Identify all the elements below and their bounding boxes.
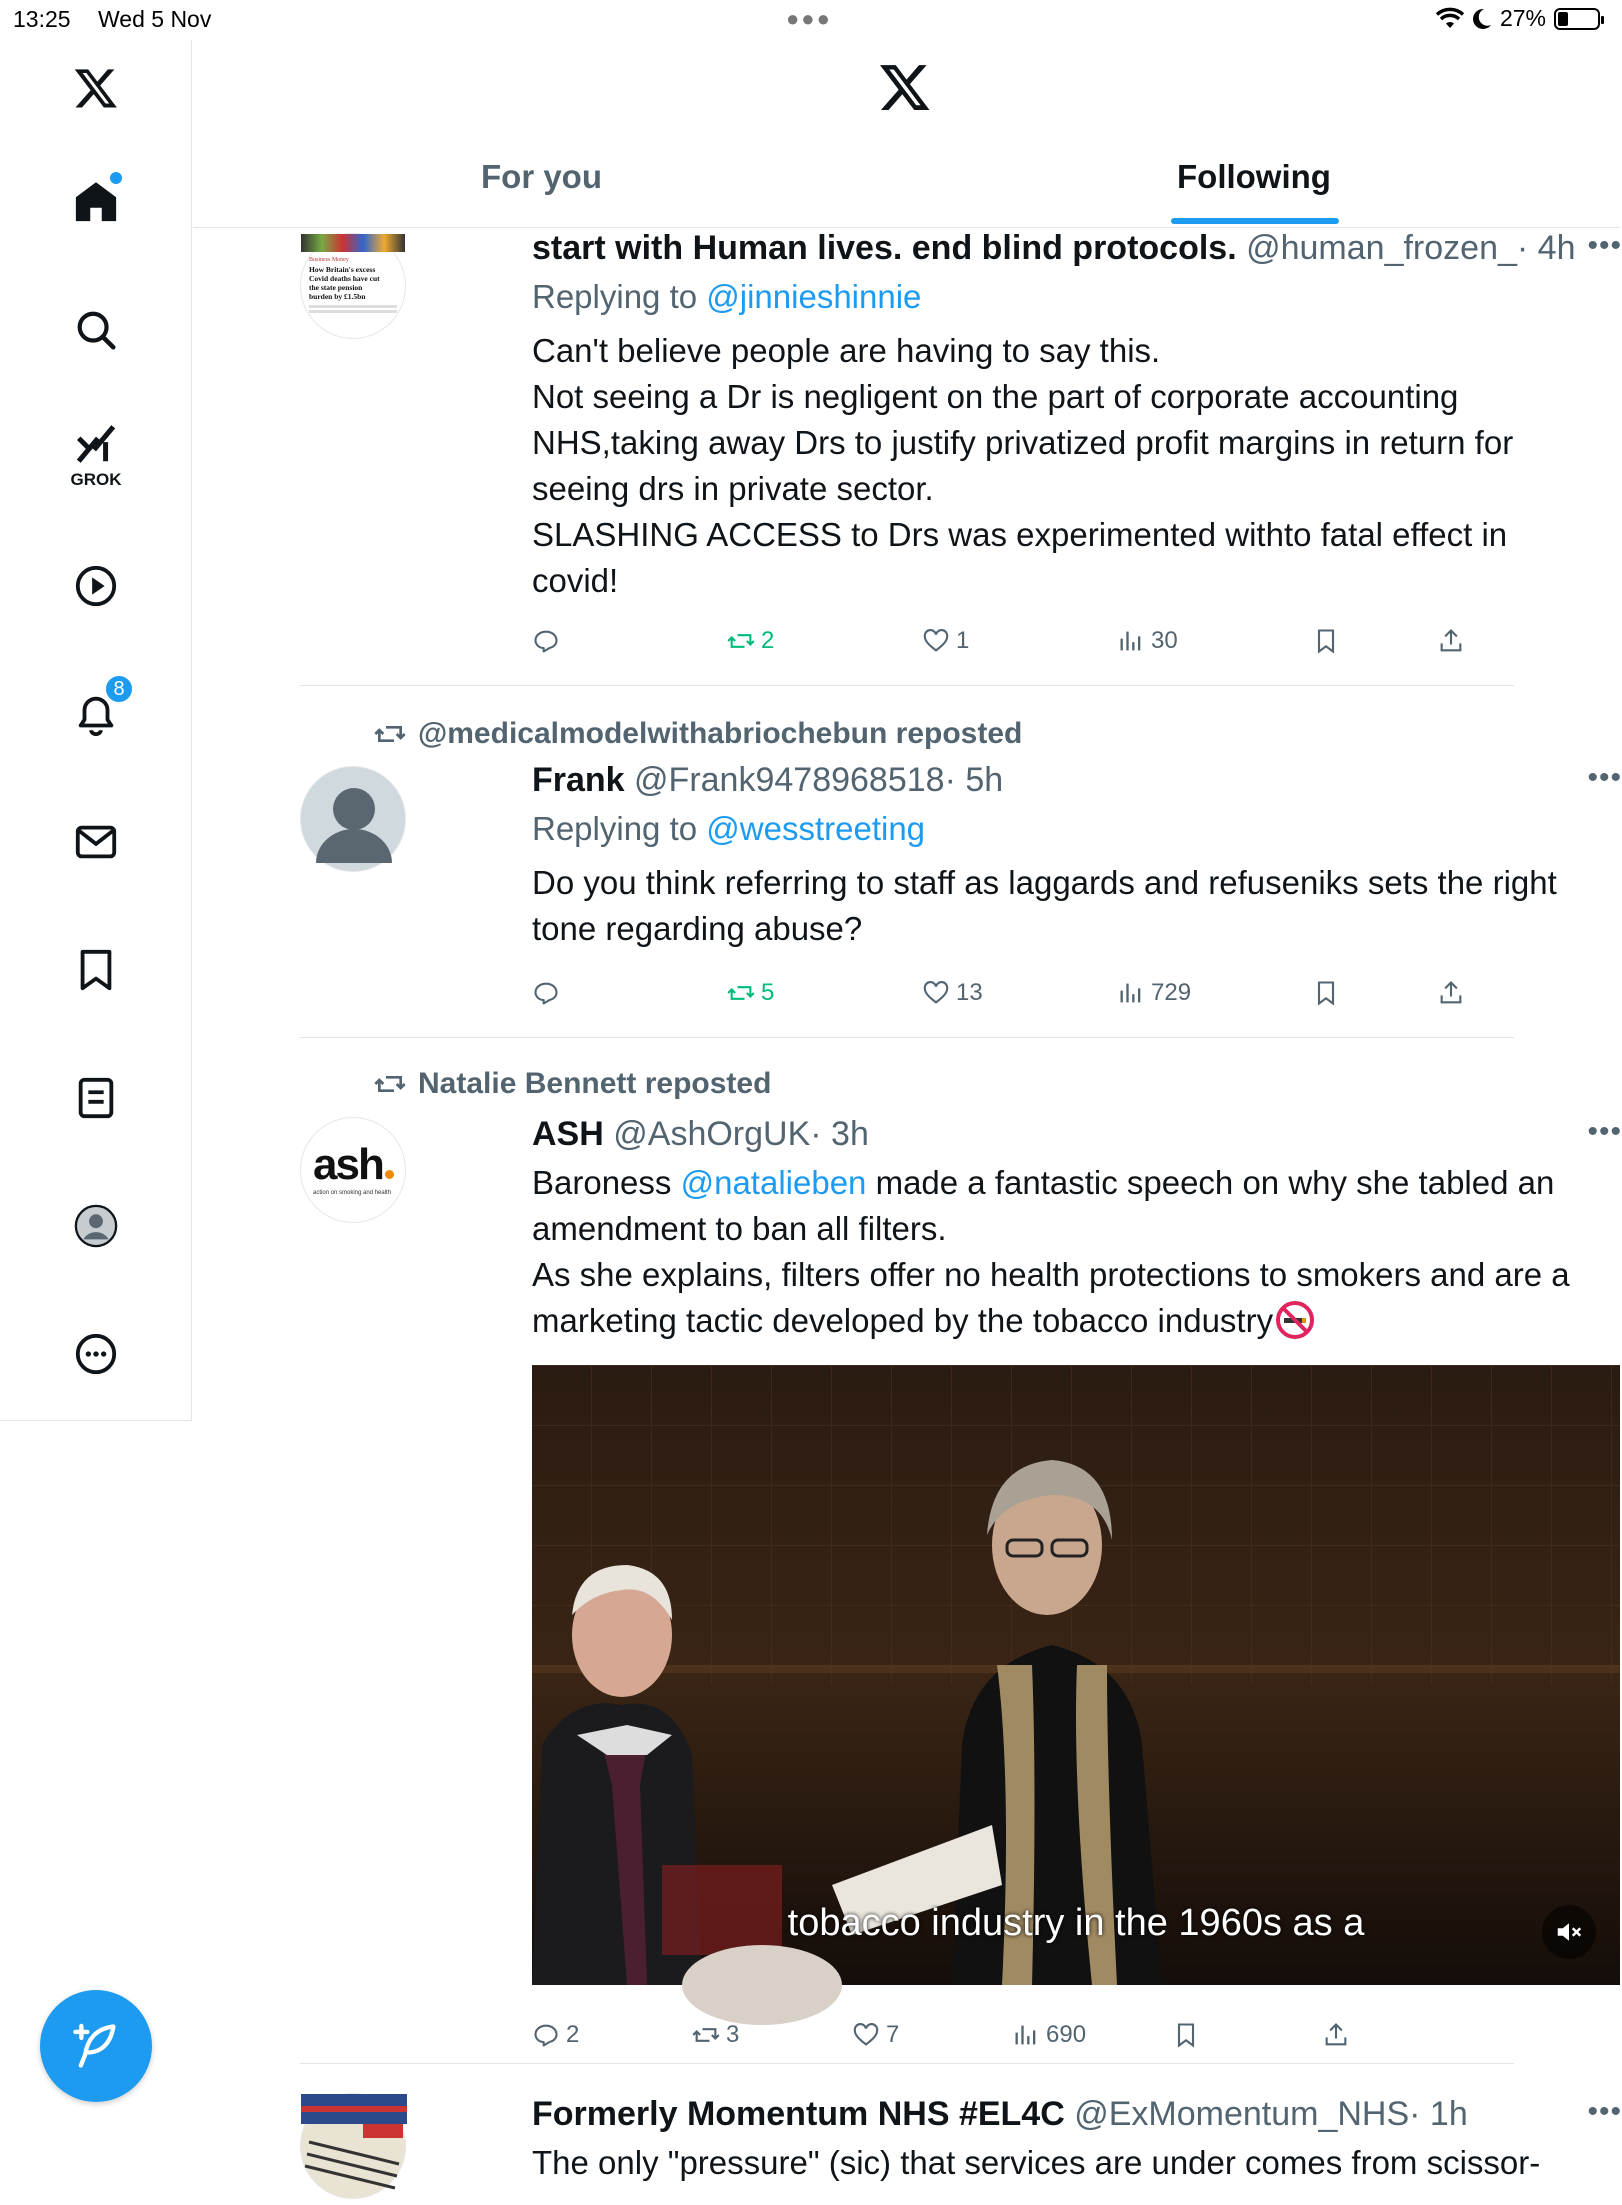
messages-envelope-icon[interactable]: [62, 808, 130, 876]
video-play-icon[interactable]: [62, 552, 130, 620]
muted-speaker-icon: [1554, 1917, 1584, 1947]
post-text-segment: made a fantastic speech on why she tabled an: [866, 1164, 1555, 1201]
reply-button[interactable]: [532, 979, 566, 1007]
repost-button[interactable]: [727, 979, 774, 1007]
avatar[interactable]: [300, 2093, 406, 2199]
share-icon: [1322, 2021, 1350, 2049]
post-text-line: Do you think referring to staff as laggards and refuseniks sets the right: [532, 864, 1557, 901]
views-chart-icon: [1012, 2021, 1040, 2049]
post-text-line: [532, 1160, 1622, 1206]
post-divider: [300, 685, 1514, 686]
post-text: [532, 328, 1622, 604]
grok-icon[interactable]: [62, 420, 130, 488]
reply-count: 2: [566, 2021, 580, 2048]
post-time: · 3h: [810, 1115, 869, 1153]
like-count: 13: [956, 979, 983, 1006]
ash-logo-text: ash: [313, 1140, 383, 1189]
more-options-icon[interactable]: •••: [1587, 1115, 1622, 1148]
post-content: [532, 1115, 1622, 1344]
bookmark-button[interactable]: [1312, 979, 1340, 1007]
reposted-by-label: Natalie Bennett reposted: [418, 1067, 772, 1100]
wifi-icon: [1436, 8, 1464, 30]
repost-count: 2: [761, 627, 775, 654]
avatar-headline-line: burden by £1.5bn: [309, 292, 366, 301]
reply-context: [532, 278, 1622, 316]
author-name[interactable]: ASH: [532, 1115, 604, 1153]
battery-percent: 27%: [1499, 5, 1546, 31]
like-count: 7: [886, 2021, 900, 2048]
repost-context[interactable]: [374, 1067, 771, 1101]
ash-logo-tagline: action on smoking and health: [313, 1190, 392, 1196]
tab-for-you[interactable]: For you: [481, 158, 602, 195]
views-chart-icon: [1117, 627, 1145, 655]
repost-icon: [727, 979, 755, 1007]
post-text-line: [532, 1298, 1622, 1344]
post-text-line: Not seeing a Dr is negligent on the part of corporate accounting: [532, 378, 1459, 415]
status-bar: [0, 0, 1620, 40]
post-text-line: covid!: [532, 562, 619, 599]
compose-feather-icon: [70, 2020, 122, 2072]
avatar-headline-line: the state pension: [309, 283, 363, 292]
more-options-icon[interactable]: [62, 1320, 130, 1388]
reply-mention-link[interactable]: @jinnieshinnie: [706, 278, 922, 315]
post-actions: [532, 979, 1532, 1019]
sidebar-nav: [0, 40, 192, 1420]
bookmark-icon: [1312, 979, 1340, 1007]
post-divider: [300, 1037, 1514, 1038]
status-time: 13:25: [13, 6, 71, 32]
repost-context[interactable]: [374, 717, 1022, 751]
notifications-bell-icon[interactable]: [62, 677, 130, 748]
post-text-line: seeing drs in private sector.: [532, 470, 934, 507]
lists-icon[interactable]: [62, 1064, 130, 1132]
moon-icon: [1472, 8, 1492, 30]
reply-icon: [532, 627, 560, 655]
x-header-logo-icon[interactable]: [878, 60, 932, 119]
view-count: 30: [1151, 627, 1178, 654]
post-content: [532, 229, 1622, 604]
home-icon[interactable]: [62, 168, 130, 236]
author-name[interactable]: start with Human lives. end blind protocols.: [532, 229, 1237, 267]
bookmark-icon: [1172, 2021, 1200, 2049]
grok-label: GROK: [70, 470, 122, 489]
video-frame: [532, 1365, 1620, 1985]
post-text-line: NHS,taking away Drs to justify privatized profit margins in return for: [532, 424, 1514, 461]
avatar[interactable]: [300, 233, 406, 339]
share-button[interactable]: [1437, 627, 1465, 655]
sidebar-divider: [0, 1420, 192, 1421]
post-header: [532, 761, 1622, 800]
like-button[interactable]: [922, 627, 969, 655]
repost-count: 5: [761, 979, 775, 1006]
post-content: [532, 2095, 1622, 2186]
reply-prefix: Replying to: [532, 278, 707, 315]
post-divider: [300, 2063, 1514, 2064]
author-handle[interactable]: @AshOrgUK: [613, 1115, 811, 1153]
more-options-icon[interactable]: •••: [1587, 2095, 1622, 2128]
post-text-line: amendment to ban all filters.: [532, 1210, 947, 1247]
search-icon[interactable]: [62, 296, 130, 364]
more-options-icon[interactable]: •••: [1587, 229, 1622, 262]
profile-avatar-icon[interactable]: [62, 1192, 130, 1260]
timeline-feed: [193, 229, 1622, 2181]
heart-icon: [852, 2021, 880, 2049]
multitasking-dots-icon[interactable]: ●●●: [786, 6, 832, 31]
repost-icon: [692, 2021, 720, 2049]
reply-context: [532, 810, 1622, 848]
share-button[interactable]: [1437, 979, 1465, 1007]
reply-icon: [532, 979, 560, 1007]
avatar-headline-kicker: Business Money: [309, 257, 349, 263]
reply-button[interactable]: [532, 627, 566, 655]
post-header: [532, 2095, 1622, 2134]
avatar[interactable]: [300, 1117, 406, 1223]
compose-post-button[interactable]: [40, 1990, 152, 2102]
notifications-badge: 8: [104, 674, 134, 704]
x-logo-icon[interactable]: [62, 54, 130, 122]
post-text-line: Can't believe people are having to say this.: [532, 332, 1161, 369]
post-text: The only "pressure" (sic) that services are under comes from scissor-: [532, 2144, 1541, 2181]
author-handle[interactable]: @ExMomentum_NHS: [1074, 2095, 1410, 2133]
reply-icon: [532, 2021, 560, 2049]
reply-button[interactable]: [532, 2021, 579, 2049]
timeline-header: [193, 40, 1620, 228]
like-button[interactable]: [922, 979, 983, 1007]
avatar[interactable]: [300, 766, 406, 872]
post-time: · 4h: [1516, 229, 1576, 267]
status-date: Wed 5 Nov: [98, 6, 212, 32]
author-name[interactable]: Formerly Momentum NHS #EL4C: [532, 2095, 1065, 2133]
heart-icon: [922, 979, 950, 1007]
author-handle[interactable]: @human_frozen_: [1246, 229, 1517, 267]
post-text-segment: marketing tactic developed by the tobacco industry: [532, 1302, 1274, 1339]
home-unread-dot: [110, 172, 122, 184]
author-name[interactable]: Frank: [532, 761, 625, 799]
views-chart-icon: [1117, 979, 1145, 1007]
bookmark-button[interactable]: [1312, 627, 1340, 655]
post-actions: [532, 627, 1532, 667]
like-button[interactable]: [852, 2021, 899, 2049]
share-icon: [1437, 979, 1465, 1007]
bookmarks-icon[interactable]: [62, 936, 130, 1004]
video-caption: tobacco industry in the 1960s as a: [787, 1902, 1365, 1944]
like-count: 1: [956, 627, 970, 654]
post-text-line: SLASHING ACCESS to Drs was experimented withto fatal effect in: [532, 516, 1508, 553]
repost-button[interactable]: [692, 2021, 739, 2049]
video-player[interactable]: [532, 1365, 1620, 1985]
unmute-button[interactable]: [1542, 1905, 1596, 1959]
views-button[interactable]: [1012, 2021, 1086, 2049]
reposted-by-label: @medicalmodelwithabriochebun reposted: [418, 717, 1023, 750]
post-text-line: tone regarding abuse?: [532, 910, 863, 947]
view-count: 690: [1046, 2021, 1087, 2048]
post-time: · 1h: [1409, 2095, 1468, 2133]
mention-link[interactable]: @natalieben: [680, 1164, 867, 1201]
post-text: [532, 860, 1622, 952]
heart-icon: [922, 627, 950, 655]
post-actions: [532, 2021, 1532, 2061]
bookmark-button[interactable]: [1172, 2021, 1200, 2049]
views-button[interactable]: [1117, 979, 1191, 1007]
repost-icon: [374, 718, 406, 750]
view-count: 729: [1151, 979, 1192, 1006]
repost-icon: [374, 1068, 406, 1100]
battery-icon: [1554, 8, 1600, 30]
share-icon: [1437, 627, 1465, 655]
share-button[interactable]: [1322, 2021, 1350, 2049]
avatar-headline-line: How Britain's excess: [309, 265, 376, 274]
bookmark-icon: [1312, 627, 1340, 655]
post-header: [532, 229, 1622, 268]
tab-following[interactable]: Following: [1177, 158, 1331, 195]
post-header: [532, 1115, 1622, 1154]
reply-mention-link[interactable]: @wesstreeting: [706, 810, 926, 847]
post-content: [532, 761, 1622, 952]
post-time: · 5h: [944, 761, 1004, 799]
more-options-icon[interactable]: •••: [1587, 761, 1622, 794]
author-handle[interactable]: @Frank9478968518: [634, 761, 945, 799]
views-button[interactable]: [1117, 627, 1178, 655]
post-text-segment: Baroness: [532, 1164, 681, 1201]
repost-button[interactable]: [727, 627, 774, 655]
post-text: [532, 1160, 1622, 1344]
active-tab-indicator: [1171, 218, 1339, 224]
reply-prefix: Replying to: [532, 810, 707, 847]
repost-icon: [727, 627, 755, 655]
repost-count: 3: [726, 2021, 740, 2048]
no-smoking-emoji-icon: [1275, 1300, 1315, 1340]
post-text-line: As she explains, filters offer no health protections to smokers and are a: [532, 1256, 1570, 1293]
avatar-headline-line: Covid deaths have cut: [309, 274, 380, 283]
